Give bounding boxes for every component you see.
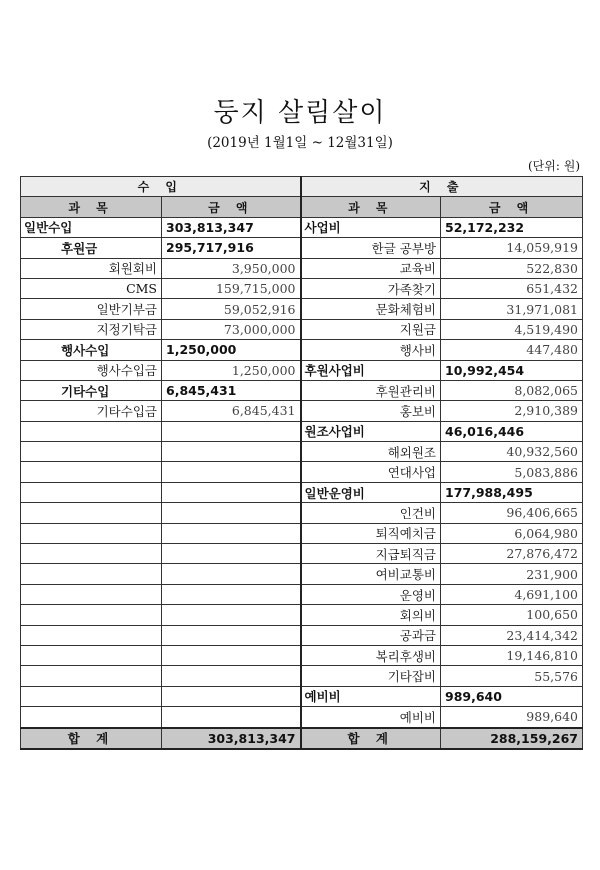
expense-amount-cell: 6,064,980 bbox=[441, 523, 583, 543]
income-amount-cell bbox=[162, 645, 301, 665]
table-row bbox=[21, 278, 583, 298]
table-row bbox=[21, 462, 583, 482]
table-row bbox=[21, 666, 583, 686]
expense-amount-cell: 55,576 bbox=[441, 666, 583, 686]
income-subject-cell: CMS bbox=[21, 278, 162, 298]
expense-subject-cell: 가족찾기 bbox=[301, 278, 441, 298]
income-amount-cell: 303,813,347 bbox=[162, 217, 301, 237]
table-row bbox=[21, 319, 583, 339]
income-amount-cell: 59,052,916 bbox=[162, 299, 301, 319]
expense-amount-cell: 19,146,810 bbox=[441, 645, 583, 665]
column-header-row bbox=[21, 197, 583, 217]
expense-subject-cell: 홍보비 bbox=[301, 401, 441, 421]
income-amount-cell bbox=[162, 605, 301, 625]
expense-amount-cell: 5,083,886 bbox=[441, 462, 583, 482]
table-row bbox=[21, 523, 583, 543]
unit-label: (단위: 원) bbox=[528, 159, 580, 173]
expense-amount-cell: 177,988,495 bbox=[441, 482, 583, 502]
income-subject-cell: 일반수입 bbox=[21, 217, 162, 237]
expense-amount-cell: 4,691,100 bbox=[441, 584, 583, 604]
expense-subject-cell: 후원관리비 bbox=[301, 380, 441, 400]
table-row bbox=[21, 645, 583, 665]
expense-total-amount: 288,159,267 bbox=[441, 728, 583, 749]
table-row bbox=[21, 707, 583, 728]
income-amount-cell bbox=[162, 523, 301, 543]
expense-subject-cell: 후원사업비 bbox=[301, 360, 441, 380]
expense-amount-cell: 96,406,665 bbox=[441, 503, 583, 523]
income-amount-cell bbox=[162, 462, 301, 482]
table-row bbox=[21, 299, 583, 319]
table-row bbox=[21, 625, 583, 645]
table-row bbox=[21, 217, 583, 237]
table-row bbox=[21, 360, 583, 380]
expense-subject-cell: 기타잡비 bbox=[301, 666, 441, 686]
income-subject-cell: 행사수입금 bbox=[21, 360, 162, 380]
income-subject-cell bbox=[21, 584, 162, 604]
income-subject-cell bbox=[21, 645, 162, 665]
page-title: 둥지 살림살이 bbox=[213, 98, 387, 128]
table-row bbox=[21, 686, 583, 706]
expense-subject-cell: 퇴직예치금 bbox=[301, 523, 441, 543]
income-amount-cell bbox=[162, 503, 301, 523]
income-subject-cell: 기타수입금 bbox=[21, 401, 162, 421]
income-amount-cell bbox=[162, 707, 301, 728]
income-amount-cell bbox=[162, 686, 301, 706]
expense-subject-cell: 인건비 bbox=[301, 503, 441, 523]
expense-amount-cell: 447,480 bbox=[441, 340, 583, 360]
expense-subject-cell: 예비비 bbox=[301, 686, 441, 706]
income-amount-header: 금 액 bbox=[162, 197, 301, 217]
expense-amount-cell: 23,414,342 bbox=[441, 625, 583, 645]
expense-amount-cell: 2,910,389 bbox=[441, 401, 583, 421]
expense-amount-cell: 651,432 bbox=[441, 278, 583, 298]
income-total-amount: 303,813,347 bbox=[162, 728, 301, 749]
income-subject-cell bbox=[21, 503, 162, 523]
income-header: 수 입 bbox=[21, 177, 301, 197]
expense-subject-cell: 원조사업비 bbox=[301, 421, 441, 441]
income-subject-cell bbox=[21, 482, 162, 502]
income-subject-cell: 회원회비 bbox=[21, 258, 162, 278]
income-subject-cell bbox=[21, 564, 162, 584]
table-row bbox=[21, 442, 583, 462]
expense-subject-cell: 교육비 bbox=[301, 258, 441, 278]
expense-subject-cell: 지원금 bbox=[301, 319, 441, 339]
income-amount-cell bbox=[162, 584, 301, 604]
table-row bbox=[21, 380, 583, 400]
table-row bbox=[21, 258, 583, 278]
expense-subject-cell: 복리후생비 bbox=[301, 645, 441, 665]
expense-amount-cell: 8,082,065 bbox=[441, 380, 583, 400]
income-subject-cell bbox=[21, 544, 162, 564]
table-row bbox=[21, 584, 583, 604]
expense-subject-cell: 한글 공부방 bbox=[301, 238, 441, 258]
income-subject-cell bbox=[21, 625, 162, 645]
expense-subject-cell: 일반운영비 bbox=[301, 482, 441, 502]
expense-amount-cell: 14,059,919 bbox=[441, 238, 583, 258]
expense-subject-cell: 해외원조 bbox=[301, 442, 441, 462]
expense-subject-cell: 연대사업 bbox=[301, 462, 441, 482]
expense-amount-cell: 46,016,446 bbox=[441, 421, 583, 441]
income-amount-cell: 3,950,000 bbox=[162, 258, 301, 278]
table-row bbox=[21, 503, 583, 523]
expense-subject-cell: 행사비 bbox=[301, 340, 441, 360]
income-subject-cell: 후원금 bbox=[21, 238, 162, 258]
expense-subject-header: 과 목 bbox=[301, 197, 441, 217]
expense-subject-cell: 지급퇴직금 bbox=[301, 544, 441, 564]
expense-subject-cell: 예비비 bbox=[301, 707, 441, 728]
income-amount-cell: 73,000,000 bbox=[162, 319, 301, 339]
expense-subject-cell: 운영비 bbox=[301, 584, 441, 604]
report-period: (2019년 1월1일 ~ 12월31일) bbox=[207, 135, 393, 151]
income-amount-cell bbox=[162, 564, 301, 584]
income-amount-cell bbox=[162, 482, 301, 502]
income-amount-cell bbox=[162, 625, 301, 645]
income-subject-cell: 행사수입 bbox=[21, 340, 162, 360]
income-amount-cell: 159,715,000 bbox=[162, 278, 301, 298]
expense-amount-cell: 27,876,472 bbox=[441, 544, 583, 564]
ledger-body bbox=[21, 217, 583, 727]
income-subject-cell bbox=[21, 686, 162, 706]
income-amount-cell bbox=[162, 666, 301, 686]
income-amount-cell: 6,845,431 bbox=[162, 380, 301, 400]
income-subject-cell: 일반기부금 bbox=[21, 299, 162, 319]
income-subject-cell bbox=[21, 666, 162, 686]
income-amount-cell bbox=[162, 421, 301, 441]
expense-subject-cell: 문화체험비 bbox=[301, 299, 441, 319]
table-row bbox=[21, 401, 583, 421]
expense-amount-cell: 4,519,490 bbox=[441, 319, 583, 339]
expense-amount-cell: 989,640 bbox=[441, 707, 583, 728]
expense-total-label: 합 계 bbox=[301, 728, 441, 749]
income-amount-cell bbox=[162, 442, 301, 462]
expense-amount-cell: 40,932,560 bbox=[441, 442, 583, 462]
expense-amount-header: 금 액 bbox=[441, 197, 583, 217]
expense-amount-cell: 522,830 bbox=[441, 258, 583, 278]
income-total-label: 합 계 bbox=[21, 728, 162, 749]
income-subject-cell bbox=[21, 523, 162, 543]
expense-amount-cell: 989,640 bbox=[441, 686, 583, 706]
table-row bbox=[21, 482, 583, 502]
income-subject-cell bbox=[21, 605, 162, 625]
table-row bbox=[21, 421, 583, 441]
expense-amount-cell: 52,172,232 bbox=[441, 217, 583, 237]
expense-header: 지 출 bbox=[301, 177, 583, 197]
expense-amount-cell: 231,900 bbox=[441, 564, 583, 584]
table-row bbox=[21, 544, 583, 564]
table-row bbox=[21, 564, 583, 584]
section-header-row bbox=[21, 177, 583, 197]
income-subject-header: 과 목 bbox=[21, 197, 162, 217]
income-subject-cell: 기타수입 bbox=[21, 380, 162, 400]
expense-subject-cell: 사업비 bbox=[301, 217, 441, 237]
expense-subject-cell: 회의비 bbox=[301, 605, 441, 625]
expense-subject-cell: 공과금 bbox=[301, 625, 441, 645]
income-amount-cell bbox=[162, 544, 301, 564]
table-row bbox=[21, 340, 583, 360]
expense-subject-cell: 여비교통비 bbox=[301, 564, 441, 584]
income-amount-cell: 1,250,000 bbox=[162, 340, 301, 360]
totals-row bbox=[21, 728, 583, 749]
income-amount-cell: 1,250,000 bbox=[162, 360, 301, 380]
income-subject-cell bbox=[21, 421, 162, 441]
income-subject-cell: 지정기탁금 bbox=[21, 319, 162, 339]
table-row bbox=[21, 238, 583, 258]
expense-amount-cell: 100,650 bbox=[441, 605, 583, 625]
table-row bbox=[21, 605, 583, 625]
income-amount-cell: 6,845,431 bbox=[162, 401, 301, 421]
expense-amount-cell: 31,971,081 bbox=[441, 299, 583, 319]
ledger-table bbox=[20, 176, 583, 750]
expense-amount-cell: 10,992,454 bbox=[441, 360, 583, 380]
income-amount-cell: 295,717,916 bbox=[162, 238, 301, 258]
income-subject-cell bbox=[21, 707, 162, 728]
income-subject-cell bbox=[21, 442, 162, 462]
income-subject-cell bbox=[21, 462, 162, 482]
